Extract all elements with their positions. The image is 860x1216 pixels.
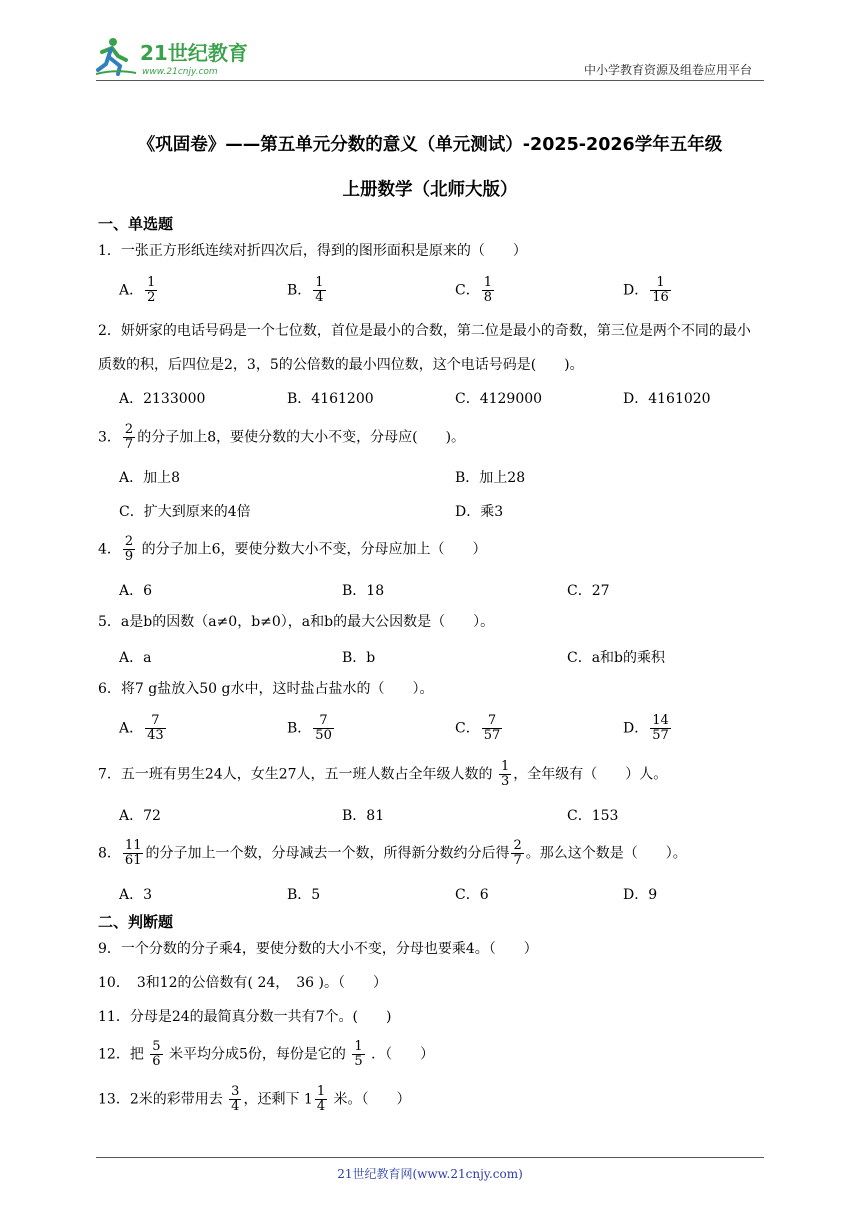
fraction: $\frac{1}{5}$ [354, 1039, 363, 1069]
q5-option-b[interactable]: B．b [342, 650, 376, 666]
logo-url: www.21cnjy.com [142, 67, 218, 77]
section-title-single-choice: 一、单选题 [98, 215, 174, 233]
q3-option-b[interactable]: B．加上28 [455, 470, 526, 486]
runner-icon [96, 38, 136, 74]
q6-option-a[interactable]: A． $\frac{7}{43}$ [119, 713, 164, 743]
logo-text: 21世纪教育 [140, 41, 248, 65]
fraction: $\frac{14}{57}$ [652, 713, 669, 743]
q3-option-d[interactable]: D．乘3 [455, 504, 504, 520]
q7-option-b[interactable]: B．81 [342, 808, 385, 824]
page-header [0, 0, 860, 84]
fraction: $\frac{1}{3}$ [501, 759, 510, 789]
question-13: 13．2米的彩带用去 $\frac{3}{4}$ ，还剩下 1 $\frac{1}{4}$ 米。（ ） [98, 1084, 411, 1114]
question-7: 7．五一班有男生24人，女生27人，五一班人数占全年级人数的 $\frac{1}{3}$ ，全年级有（ ）人。 [98, 759, 668, 789]
q3-option-c[interactable]: C．扩大到原来的4倍 [119, 504, 251, 520]
mixed-number-whole: 1 [303, 1091, 313, 1108]
fraction: $\frac{1}{16}$ [652, 275, 669, 305]
question-2: 2．妍妍家的电话号码是一个七位数，首位是最小的合数，第二位是最小的奇数，第三位是两个不同的最小质数的积，后四位是2，3，5的公倍数的最小四位数，这个电话号码是( )。 [98, 323, 751, 373]
question-9: 9．一个分数的分子乘4，要使分数的大小不变，分母也要乘4。（ ） [98, 941, 538, 957]
q6-option-b[interactable]: B． $\frac{7}{50}$ [287, 713, 332, 743]
fraction: $\frac{2}{7}$ [513, 838, 522, 868]
question-3: 3． $\frac{2}{7}$ 的分子加上8，要使分数的大小不变，分母应( )。 [98, 422, 466, 452]
fraction: $\frac{11}{61}$ [124, 838, 142, 868]
page-title-line1: 《巩固卷》——第五单元分数的意义（单元测试）-2025-2026学年五年级 [137, 135, 723, 155]
question-5: 5．a是b的因数（a≠0，b≠0），a和b的最大公因数是（ ）。 [98, 614, 495, 630]
question-8: 8． $\frac{11}{61}$ 的分子加上一个数，分母减去一个数，所得新分数约分后得 $\frac{2}{7}$ 。那么这个数是（ ）。 [98, 838, 687, 868]
q1-option-a[interactable]: A． $\frac{1}{2}$ [119, 275, 156, 305]
fraction: $\frac{3}{4}$ [231, 1084, 240, 1114]
q1-option-c[interactable]: C． $\frac{1}{8}$ [455, 275, 492, 305]
question-4: 4． $\frac{2}{9}$ 的分子加上6，要使分数大小不变，分母应加上（ ） [98, 534, 487, 564]
fraction: $\frac{5}{6}$ [152, 1039, 161, 1069]
question-10: 10． 3和12的公倍数有( 24， 36 )。（ ） [98, 975, 387, 991]
fraction: $\frac{1}{2}$ [147, 275, 156, 305]
q6-option-c[interactable]: C． $\frac{7}{57}$ [455, 713, 501, 743]
q1-option-d[interactable]: D． $\frac{1}{16}$ [623, 275, 669, 305]
q4-option-a[interactable]: A．6 [119, 583, 153, 599]
platform-label: 中小学教育资源及组卷应用平台 [583, 63, 752, 77]
fraction: $\frac{2}{9}$ [124, 534, 134, 564]
logo [96, 36, 266, 78]
header-divider [96, 80, 764, 81]
q3-option-a[interactable]: A．加上8 [119, 470, 181, 486]
fraction: $\frac{1}{8}$ [483, 275, 492, 305]
fraction: $\frac{1}{4}$ [316, 1084, 326, 1114]
question-1: 1．一张正方形纸连续对折四次后，得到的图形面积是原来的（ ） [98, 243, 527, 259]
question-11: 11．分母是24的最简真分数一共有7个。( ) [98, 1009, 392, 1025]
q2-option-b[interactable]: B．4161200 [287, 391, 374, 407]
q2-option-a[interactable]: A．2133000 [119, 391, 206, 407]
q6-option-d[interactable]: D． $\frac{14}{57}$ [623, 713, 669, 743]
footer-divider [96, 1157, 764, 1158]
q1-option-b[interactable]: B． $\frac{1}{4}$ [287, 275, 324, 305]
q8-option-a[interactable]: A．3 [119, 887, 153, 903]
fraction: $\frac{7}{57}$ [483, 713, 501, 743]
q4-option-b[interactable]: B．18 [342, 583, 385, 599]
fraction: $\frac{7}{50}$ [315, 713, 332, 743]
q5-option-a[interactable]: A．a [119, 650, 152, 666]
q4-option-c[interactable]: C．27 [567, 583, 610, 599]
q5-option-c[interactable]: C．a和b的乘积 [567, 650, 666, 666]
q7-option-c[interactable]: C．153 [567, 808, 619, 824]
footer-link[interactable]: 21世纪教育网(www.21cnjy.com) [337, 1167, 523, 1181]
fraction: $\frac{7}{43}$ [147, 713, 164, 743]
question-12: 12．把 $\frac{5}{6}$ 米平均分成5份，每份是它的 $\frac{1}{5}$ ．（ ） [98, 1039, 435, 1069]
page-title-line2: 上册数学（北师大版） [342, 180, 518, 200]
q2-option-d[interactable]: D．4161020 [623, 391, 711, 407]
section-title-true-false: 二、判断题 [98, 913, 174, 931]
q7-option-a[interactable]: A．72 [119, 808, 161, 824]
q8-option-c[interactable]: C．6 [455, 887, 489, 903]
q2-option-c[interactable]: C．4129000 [455, 391, 543, 407]
fraction: $\frac{2}{7}$ [124, 422, 134, 452]
question-6: 6．将7 g盐放入50 g水中，这时盐占盐水的（ ）。 [98, 681, 434, 697]
q8-option-b[interactable]: B．5 [287, 887, 321, 903]
q8-option-d[interactable]: D．9 [623, 887, 658, 903]
fraction: $\frac{1}{4}$ [315, 275, 324, 305]
